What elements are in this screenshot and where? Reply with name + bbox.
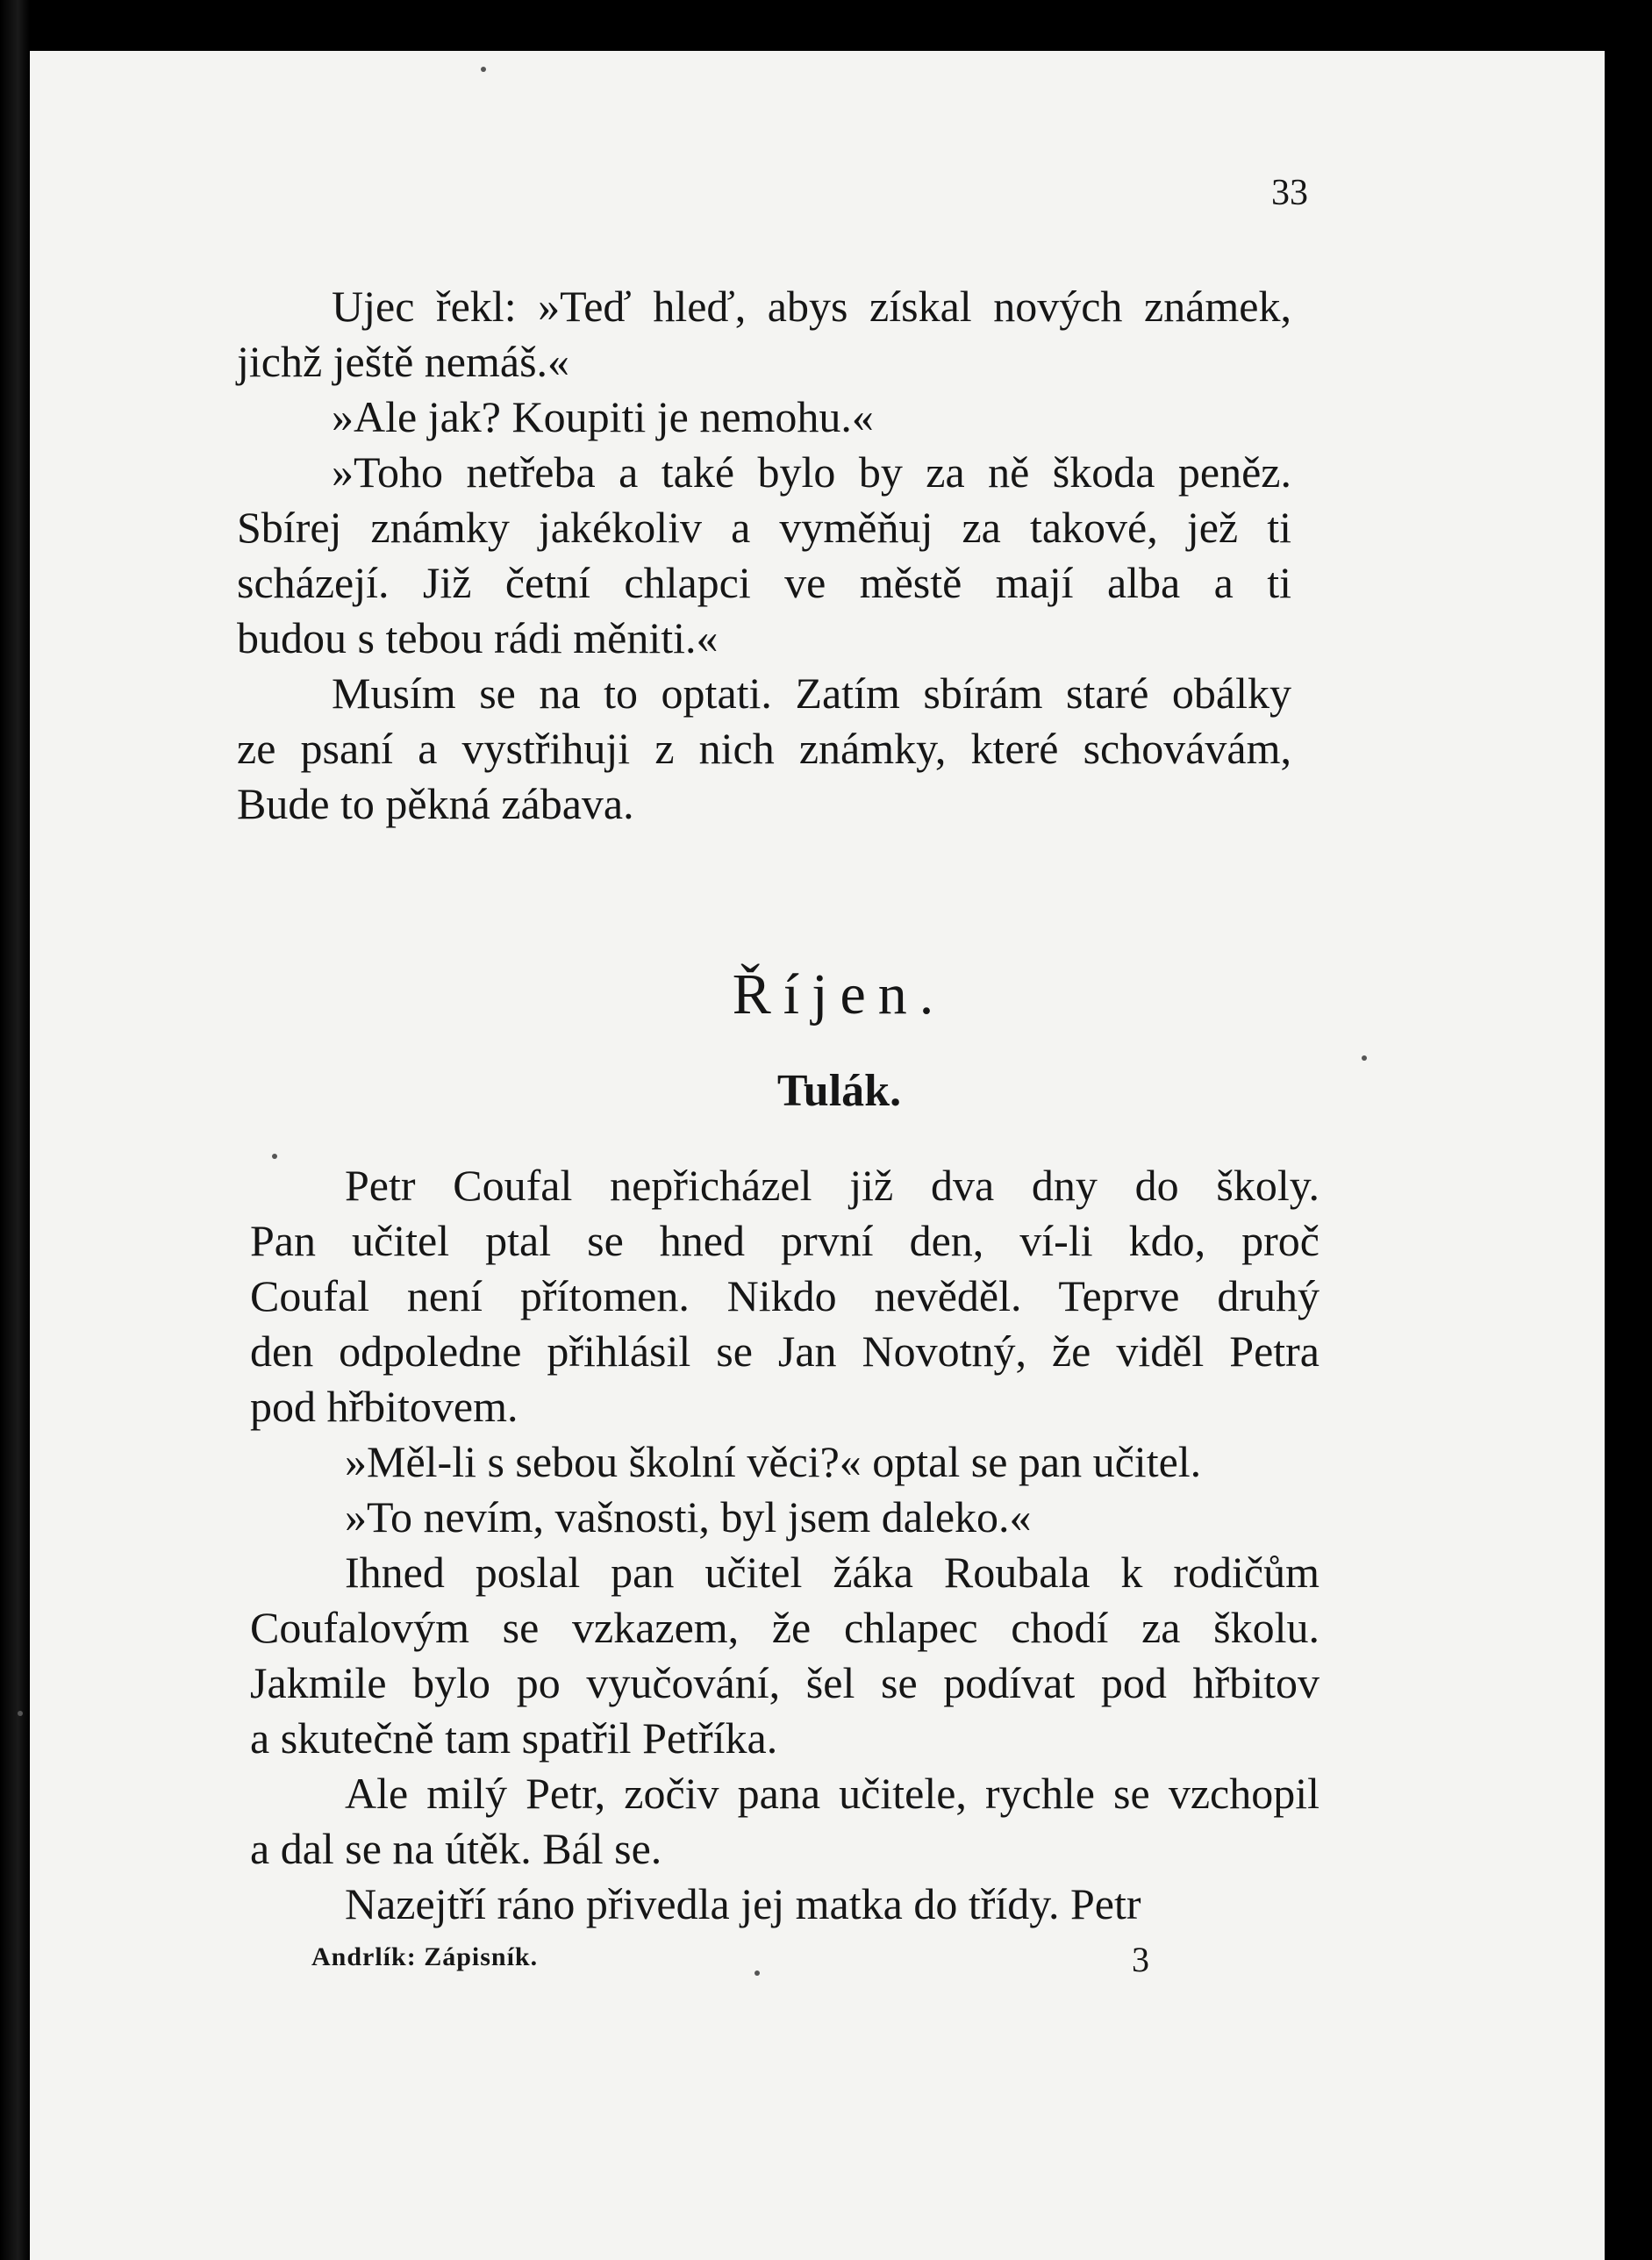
speck bbox=[272, 1154, 277, 1159]
text-line: Petr Coufal nepřicházel již dva dny do školy. bbox=[345, 1161, 1319, 1210]
text-line: pod hřbitovem. bbox=[250, 1382, 518, 1431]
text-line: den odpoledne přihlásil se Jan Novotný, že viděl Petra bbox=[250, 1327, 1319, 1376]
scan-border-left bbox=[0, 0, 30, 2260]
speck bbox=[754, 1970, 760, 1976]
speck bbox=[18, 1711, 23, 1716]
text-line: jichž ještě nemáš.« bbox=[237, 337, 570, 386]
text-line: a dal se na útěk. Bál se. bbox=[250, 1824, 662, 1873]
text-line: »To nevím, vašnosti, byl jsem daleko.« bbox=[345, 1492, 1032, 1541]
page-number: 33 bbox=[1271, 173, 1308, 213]
text-line: »Toho netřeba a také bylo by za ně škoda peněz. bbox=[332, 447, 1291, 497]
text-line: Pan učitel ptal se hned první den, ví-li kdo, proč bbox=[250, 1216, 1319, 1265]
text-line: budou s tebou rádi měniti.« bbox=[237, 613, 719, 662]
section-title: Tulák. bbox=[776, 1066, 902, 1116]
signature-mark: 3 bbox=[1132, 1940, 1149, 1979]
footer-signature: Andrlík: Zápisník. bbox=[311, 1942, 539, 1971]
speck bbox=[481, 67, 486, 72]
text-line: a skutečně tam spatřil Petříka. bbox=[250, 1713, 778, 1763]
scan-border-top bbox=[0, 0, 1652, 51]
text-line: Sbírej známky jakékoliv a vyměňuj za takové, jež ti bbox=[237, 503, 1291, 552]
text-line: Ujec řekl: »Teď hleď, abys získal nových známek, bbox=[332, 282, 1291, 331]
text-line: ze psaní a vystřihuji z nich známky, které schovávám, bbox=[237, 724, 1291, 773]
text-line: Ihned poslal pan učitel žáka Roubala k rodičům bbox=[345, 1548, 1319, 1597]
paragraph-block-2 bbox=[250, 1158, 1319, 1932]
paragraph-block-1 bbox=[237, 279, 1291, 832]
text-line: Coufalovým se vzkazem, že chlapec chodí za školu. bbox=[250, 1603, 1319, 1652]
text-line: »Ale jak? Koupiti je nemohu.« bbox=[332, 392, 874, 441]
text-line: scházejí. Již četní chlapci ve městě mají alba a ti bbox=[237, 558, 1291, 607]
text-line: Musím se na to optati. Zatím sbírám staré obálky bbox=[332, 669, 1291, 718]
speck bbox=[1362, 1055, 1367, 1061]
text-line: Nazejtří ráno přivedla jej matka do třídy. Petr bbox=[345, 1879, 1141, 1928]
text-line: Bude to pěkná zábava. bbox=[237, 779, 634, 828]
text-line: Ale milý Petr, zočiv pana učitele, rychle se vzchopil bbox=[345, 1769, 1319, 1818]
chapter-title: Říjen. bbox=[732, 962, 947, 1026]
scan-border-right bbox=[1605, 0, 1652, 2260]
text-line: Jakmile bylo po vyučování, šel se podívat pod hřbitov bbox=[250, 1658, 1319, 1707]
page-footer bbox=[311, 1940, 1149, 1979]
text-line: Coufal není přítomen. Nikdo nevěděl. Teprve druhý bbox=[250, 1271, 1319, 1320]
text-line: »Měl-li s sebou školní věci?« optal se pan učitel. bbox=[345, 1437, 1202, 1486]
